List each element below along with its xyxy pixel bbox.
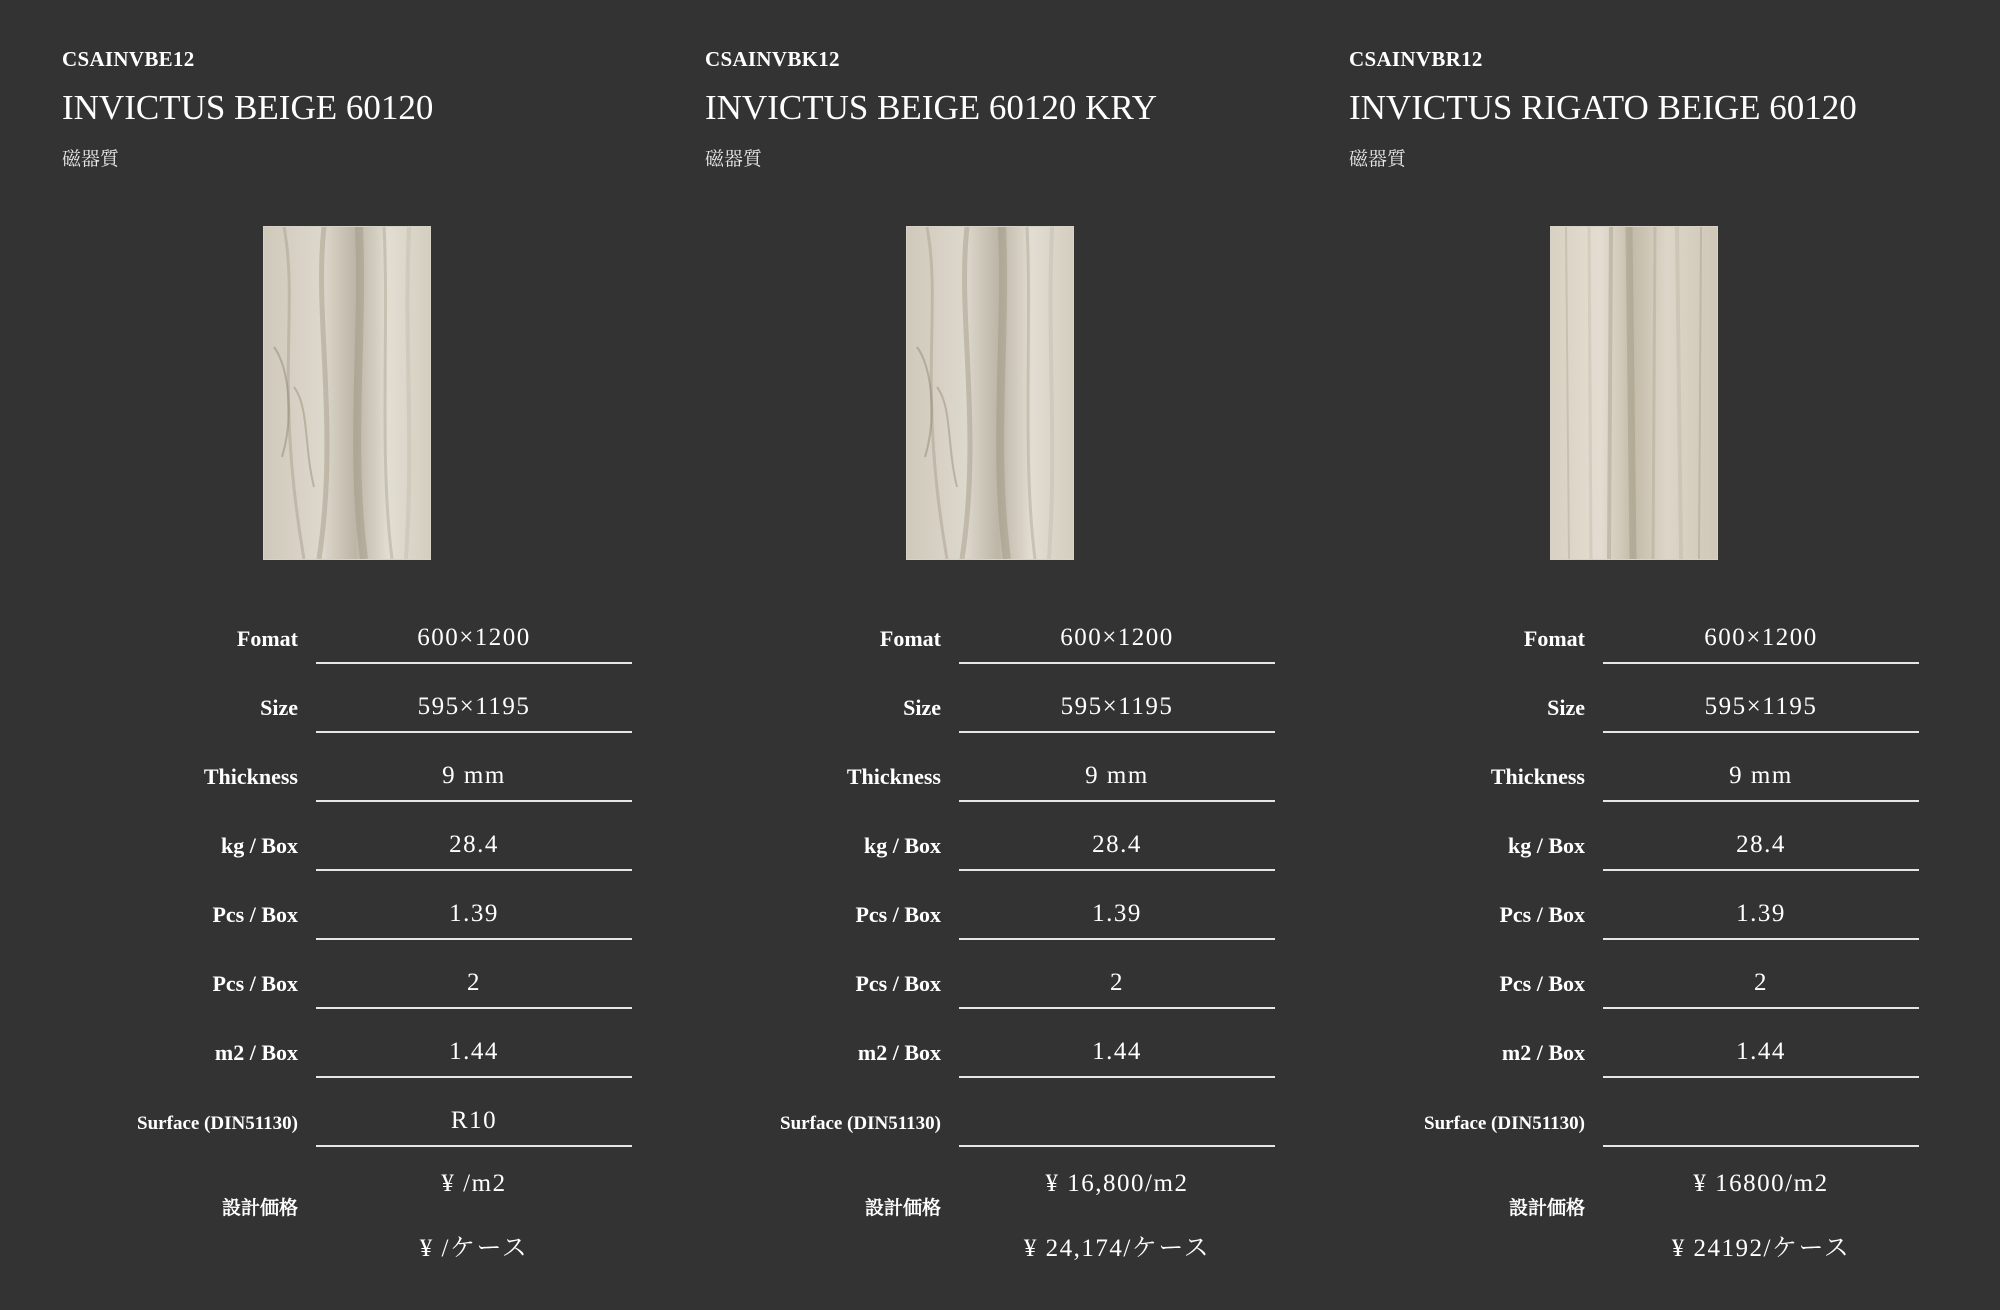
spec-value: 28.4 xyxy=(1736,831,1786,858)
spec-label: kg / Box xyxy=(1507,833,1585,858)
spec-rule xyxy=(316,731,632,733)
spec-rule xyxy=(959,800,1275,802)
product-material: 磁器質 xyxy=(1349,149,1407,170)
spec-row-size xyxy=(62,673,662,733)
spec-row-pcs-box xyxy=(705,880,1305,940)
product-name: INVICTUS BEIGE 60120 xyxy=(62,88,434,127)
spec-row-kg-box xyxy=(1349,811,1949,871)
spec-label: Pcs / Box xyxy=(855,971,941,996)
spec-label: Thickness xyxy=(1490,764,1585,789)
spec-value: 595×1195 xyxy=(1060,693,1174,720)
spec-label: Surface (DIN51130) xyxy=(780,1113,941,1134)
spec-row-surface xyxy=(62,1087,662,1147)
spec-label: Surface (DIN51130) xyxy=(1424,1113,1585,1134)
spec-label: Pcs / Box xyxy=(855,902,941,927)
price-label: 設計価格 xyxy=(864,1198,941,1219)
spec-rule xyxy=(959,1076,1275,1078)
spec-label: Pcs / Box xyxy=(1499,971,1585,996)
spec-value: 1.44 xyxy=(1092,1038,1142,1065)
spec-value: R10 xyxy=(450,1107,498,1134)
spec-rule xyxy=(316,1007,632,1009)
spec-value: 9 mm xyxy=(1085,762,1149,789)
product-code: CSAINVBK12 xyxy=(705,47,840,71)
spec-value: 1.39 xyxy=(1092,900,1142,927)
spec-value: 9 mm xyxy=(442,762,506,789)
tile-image xyxy=(906,226,1074,560)
product-code: CSAINVBR12 xyxy=(1349,47,1483,71)
spec-label: m2 / Box xyxy=(857,1040,941,1065)
spec-row-m2-box xyxy=(62,1018,662,1078)
spec-rule xyxy=(959,662,1275,664)
spec-rule xyxy=(959,869,1275,871)
spec-value: 2 xyxy=(1754,969,1768,996)
spec-value: 2 xyxy=(1110,969,1124,996)
spec-label: Fomat xyxy=(879,626,941,651)
spec-value: 1.39 xyxy=(1736,900,1786,927)
product-material: 磁器質 xyxy=(62,149,120,170)
spec-rule xyxy=(1603,662,1919,664)
price-per-case: ¥ 24,174/ケース xyxy=(1023,1235,1211,1262)
spec-rule xyxy=(1603,731,1919,733)
spec-value: 28.4 xyxy=(449,831,499,858)
spec-value: 595×1195 xyxy=(417,693,531,720)
spec-rule xyxy=(1603,869,1919,871)
spec-value: 600×1200 xyxy=(1060,624,1174,651)
product-name: INVICTUS RIGATO BEIGE 60120 xyxy=(1349,88,1857,127)
tile-texture xyxy=(264,227,430,559)
spec-label: Surface (DIN51130) xyxy=(137,1113,298,1134)
product-material: 磁器質 xyxy=(705,149,763,170)
spec-label: Thickness xyxy=(846,764,941,789)
price-per-m2: ¥ 16800/m2 xyxy=(1693,1170,1829,1197)
spec-label: Size xyxy=(1547,695,1585,720)
spec-row-pcs-box xyxy=(62,880,662,940)
spec-row-surface xyxy=(705,1087,1305,1147)
spec-label: Size xyxy=(903,695,941,720)
spec-row-thickness xyxy=(705,742,1305,802)
spec-label: Thickness xyxy=(203,764,298,789)
product-column xyxy=(1349,0,1949,1310)
spec-label: Pcs / Box xyxy=(212,971,298,996)
price-per-case: ¥ 24192/ケース xyxy=(1671,1235,1851,1262)
spec-value: 9 mm xyxy=(1729,762,1793,789)
spec-label: Fomat xyxy=(1523,626,1585,651)
tile-image xyxy=(263,226,431,560)
spec-value: 1.44 xyxy=(449,1038,499,1065)
spec-row-size xyxy=(705,673,1305,733)
spec-value: 2 xyxy=(467,969,481,996)
price-label: 設計価格 xyxy=(221,1198,298,1219)
spec-label: Size xyxy=(260,695,298,720)
spec-row-thickness xyxy=(62,742,662,802)
price-per-case: ¥ /ケース xyxy=(419,1235,529,1262)
spec-rule xyxy=(959,938,1275,940)
spec-rule xyxy=(316,1076,632,1078)
spec-row-format xyxy=(62,604,662,664)
spec-label: m2 / Box xyxy=(214,1040,298,1065)
spec-label: Fomat xyxy=(236,626,298,651)
spec-row-pcs-box-2 xyxy=(62,949,662,1009)
spec-rule xyxy=(316,800,632,802)
product-name: INVICTUS BEIGE 60120 KRY xyxy=(705,88,1158,127)
spec-rule xyxy=(316,662,632,664)
product-code: CSAINVBE12 xyxy=(62,47,195,71)
spec-row-size xyxy=(1349,673,1949,733)
price-label: 設計価格 xyxy=(1508,1198,1585,1219)
spec-value: 1.39 xyxy=(449,900,499,927)
spec-value: 600×1200 xyxy=(1704,624,1818,651)
spec-rule xyxy=(316,1145,632,1147)
spec-row-kg-box xyxy=(705,811,1305,871)
spec-rule xyxy=(1603,1076,1919,1078)
price-per-m2: ¥ 16,800/m2 xyxy=(1045,1170,1189,1197)
spec-row-pcs-box-2 xyxy=(1349,949,1949,1009)
price-per-m2: ¥ /m2 xyxy=(441,1170,507,1197)
spec-rule xyxy=(1603,938,1919,940)
product-column xyxy=(62,0,662,1310)
spec-label: kg / Box xyxy=(220,833,298,858)
spec-rule xyxy=(1603,1145,1919,1147)
spec-row-surface xyxy=(1349,1087,1949,1147)
spec-row-format xyxy=(705,604,1305,664)
spec-value: 600×1200 xyxy=(417,624,531,651)
spec-row-thickness xyxy=(1349,742,1949,802)
spec-label: kg / Box xyxy=(863,833,941,858)
spec-value: 28.4 xyxy=(1092,831,1142,858)
spec-label: Pcs / Box xyxy=(212,902,298,927)
tile-texture xyxy=(1551,227,1717,559)
spec-row-m2-box xyxy=(705,1018,1305,1078)
product-column xyxy=(705,0,1305,1310)
spec-value: 1.44 xyxy=(1736,1038,1786,1065)
spec-row-pcs-box xyxy=(1349,880,1949,940)
spec-rule xyxy=(316,938,632,940)
spec-rule xyxy=(1603,1007,1919,1009)
tile-image xyxy=(1550,226,1718,560)
spec-value: 595×1195 xyxy=(1704,693,1818,720)
spec-rule xyxy=(959,731,1275,733)
spec-rule xyxy=(959,1145,1275,1147)
spec-label: m2 / Box xyxy=(1501,1040,1585,1065)
spec-row-pcs-box-2 xyxy=(705,949,1305,1009)
spec-rule xyxy=(1603,800,1919,802)
spec-row-kg-box xyxy=(62,811,662,871)
spec-row-format xyxy=(1349,604,1949,664)
spec-rule xyxy=(316,869,632,871)
spec-label: Pcs / Box xyxy=(1499,902,1585,927)
spec-row-m2-box xyxy=(1349,1018,1949,1078)
tile-texture xyxy=(907,227,1073,559)
spec-rule xyxy=(959,1007,1275,1009)
